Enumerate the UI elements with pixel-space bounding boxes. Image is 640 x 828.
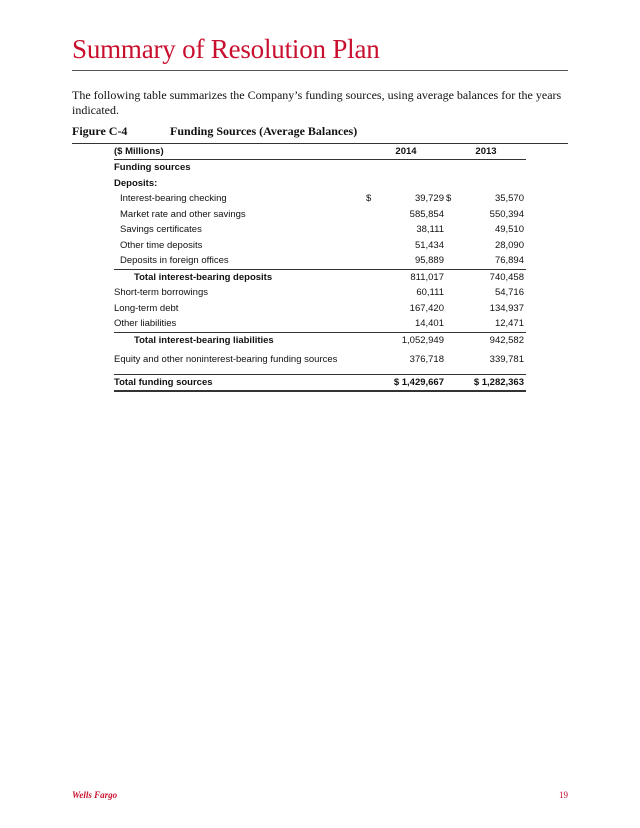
funding-sources-table bbox=[114, 143, 526, 392]
total-row: Total funding sources $ 1,429,667 $ 1,282,363 bbox=[114, 374, 526, 392]
figure-title: Funding Sources (Average Balances) bbox=[170, 124, 358, 138]
figure-number: Figure C-4 bbox=[72, 124, 128, 138]
page-title: Summary of Resolution Plan bbox=[72, 34, 380, 64]
subtotal-row: Total interest-bearing deposits 811,017 740,458 bbox=[114, 269, 526, 286]
header-units: ($ Millions) bbox=[114, 145, 164, 157]
table-header-row bbox=[114, 143, 526, 160]
title-divider bbox=[72, 70, 568, 71]
intro-paragraph: The following table summarizes the Company’s funding sources, using average balances for the years indicated. bbox=[72, 88, 562, 117]
figure-caption bbox=[72, 124, 568, 144]
table-row: Long-term debt 167,420 134,937 bbox=[114, 302, 524, 314]
footer-brand: Wells Fargo bbox=[72, 790, 118, 800]
table-row: Savings certificates 38,111 49,510 bbox=[120, 224, 524, 236]
table-row: Short-term borrowings 60,111 54,716 bbox=[114, 287, 524, 299]
table-row: Interest-bearing checking $ 39,729 $ 35,570 bbox=[120, 193, 524, 205]
table-row: Other liabilities 14,401 12,471 bbox=[114, 318, 524, 330]
subtotal-row: Total interest-bearing liabilities 1,052,949 942,582 bbox=[114, 332, 526, 349]
section-deposits: Deposits: bbox=[114, 177, 158, 189]
table-row: Market rate and other savings 585,854 550,394 bbox=[120, 208, 524, 220]
header-2014: 2014 bbox=[395, 145, 417, 157]
table-row: Deposits in foreign offices 95,889 76,894 bbox=[120, 255, 524, 267]
table-row: Other time deposits 51,434 28,090 bbox=[120, 239, 524, 251]
page-number: 19 bbox=[559, 790, 568, 800]
table-row: Equity and other noninterest-bearing funding sources 376,718 339,781 bbox=[114, 354, 524, 365]
section-funding-sources: Funding sources bbox=[114, 162, 191, 174]
header-2013: 2013 bbox=[475, 145, 497, 157]
